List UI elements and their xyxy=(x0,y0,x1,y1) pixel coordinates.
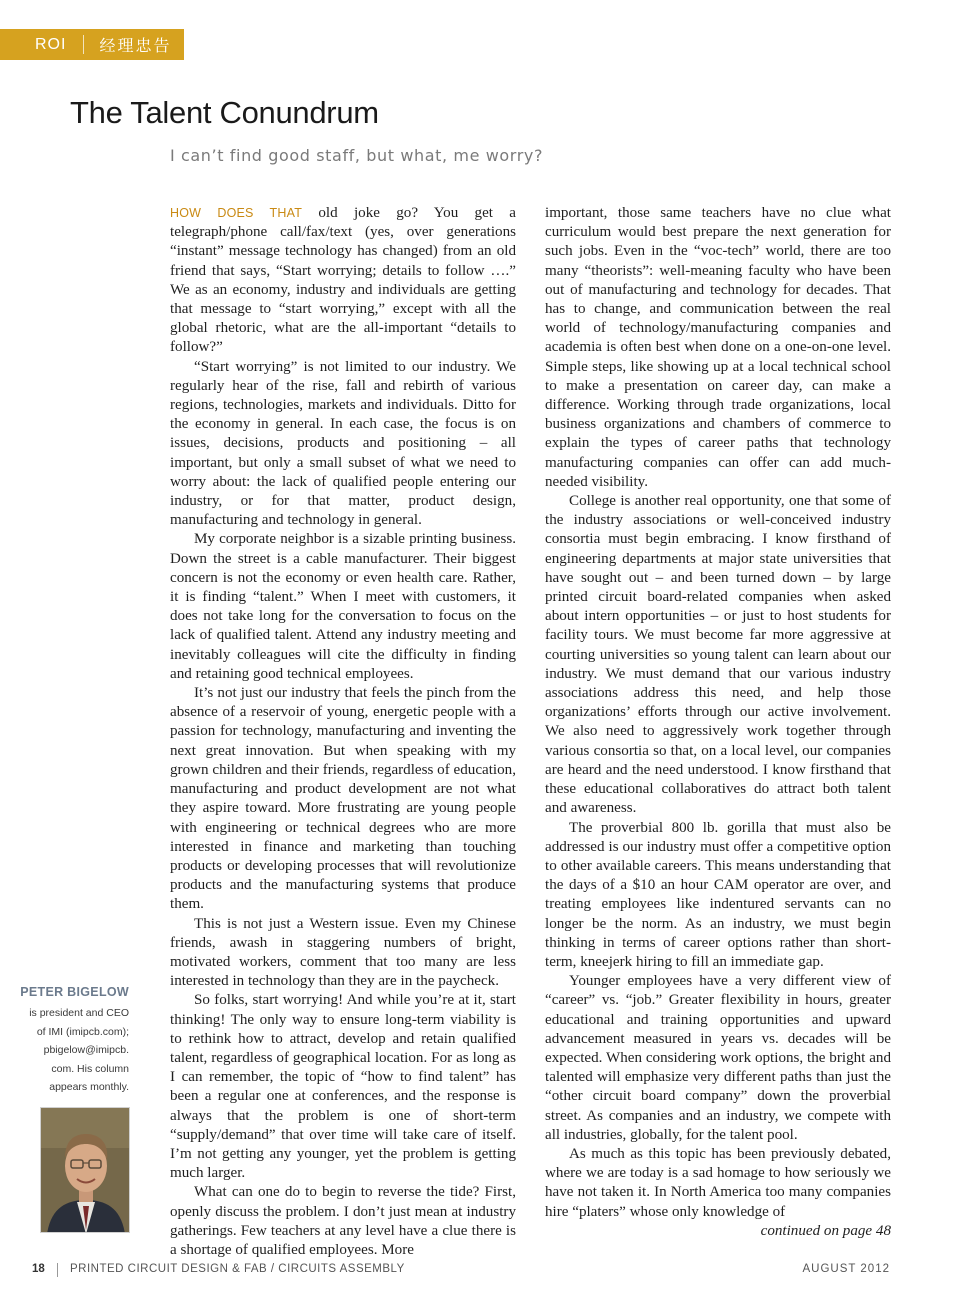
bio-line: com. His column xyxy=(51,1062,129,1075)
lead-in: HOW DOES THAT xyxy=(170,206,303,220)
author-description xyxy=(20,1004,129,1097)
paragraph: The proverbial 800 lb. gorilla that must also be addressed is our industry must offer a competitive option to other available careers. This means understanding that the days of a $10 an hour CAM operator are over, and treating employees like indentured servants can no longer be the norm. As an industry, we must begin thinking in terms of career options rather than short-term, kneejerk hiring to fill an immediate gap. xyxy=(545,819,891,970)
paragraph: “Start worrying” is not limited to our industry. We regularly hear of the rise, fall and rebirth of various regions, technologies, markets and individuals. Ditto for the economy in general. In each case, the focus is on issues, decisions, products and positioning – all important, but only a small subset of what we need to worry about: the lack of qualified people entering our industry, or for that matter, product design, manufacturing and technology in general. xyxy=(170,358,516,529)
paragraph-text: old joke go? You get a telegraph/phone call/fax/text (yes, over generations “instant” message technology has changed) from an old friend that says, “Start worrying; details to follow ….” We as an economy, industry and individuals are getting that message to “start worrying,” except with all the global rhetoric, what are the all-important “details to follow?” xyxy=(170,205,516,356)
paragraph: What can one do to begin to reverse the tide? First, openly discuss the problem. I don’t just mean at industry gatherings. Few teachers at any level have a clue there is a shortage of qualified employees. More xyxy=(170,1184,516,1258)
page-footer xyxy=(0,1263,960,1279)
paragraph: College is another real opportunity, one that some of the industry associations or well-conceived industry consortia must begin embracing. I know firsthand of engineering departments at major state universities that have sought out – and been turned down – by large printed circuit board-related companies when asked about intern opportunities – or just to host students for facility tours. We must become far more aggressive at courting universities so young talent can learn about our industry. We must demand that our various industry associations address this need, and help those organizations’ efforts through our active involvement. We also need to aggressively work together through various consortia so that, on a local level, our companies are heard and the need understood. I know firsthand that these educational collaboratives do attract both talent and awareness. xyxy=(545,493,891,817)
bio-line: appears monthly. xyxy=(49,1081,129,1093)
bio-line: pbigelow@imipcb. xyxy=(43,1044,129,1056)
page-number: 18 xyxy=(32,1263,45,1275)
article-subtitle: I can’t find good staff, but what, me worry? xyxy=(170,146,544,165)
author-name: PETER BIGELOW xyxy=(20,985,129,999)
paragraph xyxy=(170,204,516,358)
article-column-right xyxy=(545,204,891,1241)
section-divider xyxy=(83,35,84,54)
paragraph: My corporate neighbor is a sizable printing business. Down the street is a cable manufacturer. Their biggest concern is not the economy or even health care. Rather, it is finding “talent.” When I meet with customers, it does not take long for the conversation to focus on the lack of qualified talent. Attend any industry meeting and inevitably colleagues will cite the difficulty in finding and retaining good technical employees. xyxy=(170,531,516,682)
bio-line: of IMI (imipcb.com); xyxy=(36,1025,129,1038)
paragraph: important, those same teachers have no clue what curriculum would best prepare the next generation for such jobs. Even in the “voc-tech” world, there are too many “theorists”: well-meaning faculty who have been out of manufacturing and technology for decades. That has to change, and communication between the real world of technology/manufacturing companies and academia is often best when done on a one-on-one level. Simple steps, like showing up at a local technical school to make a presentation on career day, can make a difference. Working through trade organizations, local business organizations and chambers of commerce to explain the types of career paths that technology manufacturing companies can offer can add much-needed visibility. xyxy=(545,205,891,490)
paragraph: As much as this topic has been previously debated, where we are today is a sad homage to how seriously we have not taken it. In North America too many companies hire “platers” whose only knowledge of xyxy=(545,1145,891,1220)
paragraph: Younger employees have a very different view of “career” vs. “job.” Greater flexibility in hours, greater educational and training opportunities and upward advancement measured in years vs. decades will be expected. When considering work options, the bright and talented will emphasize very different paths than just the “other circuit board company” down the proverbial street. As companies and an industry, we compete with all industries, globally, for the talent pool. xyxy=(545,973,891,1143)
article-title: The Talent Conundrum xyxy=(70,95,379,130)
author-photo xyxy=(40,1107,130,1233)
paragraph: This is not just a Western issue. Even my Chinese friends, awash in staggering numbers of bright, motivated workers, comment that too many are less interested in technology than they are in the paycheck. xyxy=(170,915,516,990)
continued-link[interactable]: continued on page 48 xyxy=(760,1222,891,1239)
paragraph: So folks, start worrying! And while you’re at it, start thinking! The only way to ensure long-term viability is to rethink how to attract, develop and retain qualified talent, regardless of geographical location. For as long as I can remember, the topic of “how to find talent” has been a regular one at conferences, and the response is always that the problem is one of short-term “supply/demand” that over time will take care of itself. I’m not getting any younger, yet the problem is getting much larger. xyxy=(170,992,516,1182)
paragraph: It’s not just our industry that feels the pinch from the absence of a reservoir of young, energetic people with a passion for technology, manufacturing and inventing the next great innovation. But when speaking with my grown children and their friends, regardless of education, manufacturing and product development are not what they aspire toward. More frustrating are young people with engineering or technical degrees who are more interested in finance and marketing than touching products or developing processes that will revolutionize products and the manufacturing systems that produce them. xyxy=(170,685,516,913)
section-label: ROI xyxy=(35,35,67,53)
issue-date: AUGUST 2012 xyxy=(802,1263,890,1275)
author-bio xyxy=(20,985,129,1097)
section-tag xyxy=(0,29,184,60)
portrait-illustration xyxy=(41,1108,130,1233)
footer-divider xyxy=(57,1263,58,1277)
publication-name: PRINTED CIRCUIT DESIGN & FAB / CIRCUITS ASSEMBLY xyxy=(70,1263,405,1275)
article-column-left xyxy=(170,204,516,1260)
bio-line: is president and CEO xyxy=(29,1007,129,1019)
column-name-chinese: 经理忠告 xyxy=(99,36,172,55)
